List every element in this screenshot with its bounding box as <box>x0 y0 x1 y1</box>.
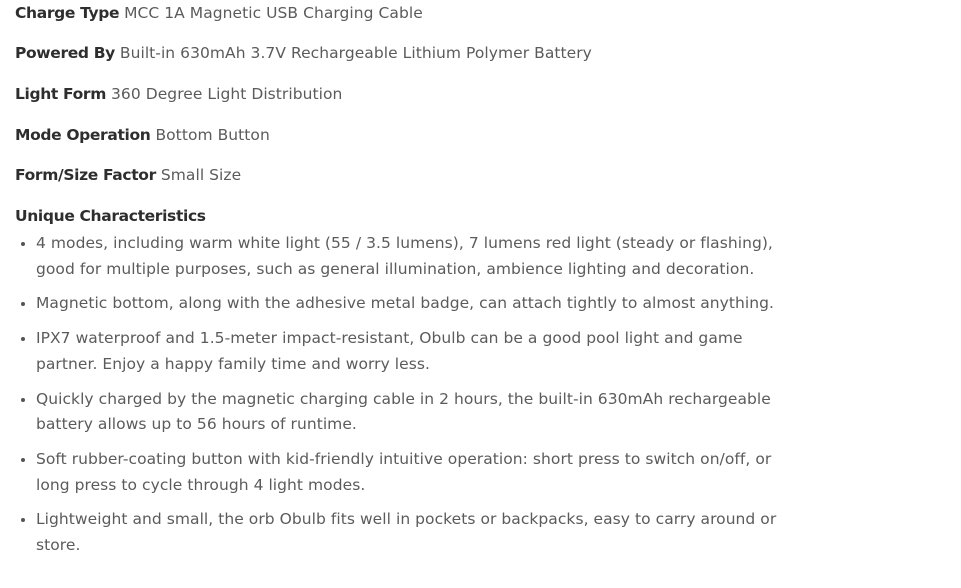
list-item <box>15 507 795 558</box>
spec-powered-by <box>15 43 592 63</box>
spec-value: Small Size <box>160 166 242 184</box>
bullet-icon <box>21 337 25 341</box>
characteristics-list <box>15 231 795 568</box>
spec-label: Mode Operation <box>15 126 151 144</box>
spec-mode-operation <box>15 125 270 145</box>
spec-label: Form/Size Factor <box>15 166 156 184</box>
list-item-text: Lightweight and small, the orb Obulb fits well in pockets or backpacks, easy to carry around or store. <box>36 510 777 554</box>
list-item-text: Quickly charged by the magnetic charging cable in 2 hours, the built-in 630mAh rechargeable battery allows up to 56 hours of runtime. <box>36 389 771 434</box>
spec-label: Light Form <box>15 85 107 103</box>
list-item <box>15 291 795 317</box>
bullet-icon <box>21 458 25 462</box>
spec-charge-type <box>15 3 423 23</box>
bullet-icon <box>21 242 25 246</box>
spec-value: Bottom Button <box>155 126 270 144</box>
spec-value: Built-in 630mAh 3.7V Rechargeable Lithium Polymer Battery <box>119 44 592 62</box>
list-item-text: Soft rubber-coating button with kid-friendly intuitive operation: short press to switch on/off, or long press to cycle through 4 light modes. <box>36 450 772 494</box>
spec-value: MCC 1A Magnetic USB Charging Cable <box>124 4 423 22</box>
unique-characteristics-heading: Unique Characteristics <box>15 207 206 225</box>
spec-light-form <box>15 84 342 104</box>
bullet-icon <box>21 518 25 522</box>
spec-form-size-factor <box>15 165 241 185</box>
spec-value: 360 Degree Light Distribution <box>111 85 343 103</box>
spec-label: Powered By <box>15 44 115 62</box>
spec-label: Charge Type <box>15 4 120 22</box>
list-item <box>15 326 795 377</box>
list-item <box>15 387 795 438</box>
list-item-text: 4 modes, including warm white light (55 / 3.5 lumens), 7 lumens red light (steady or flashing), good for multiple purposes, such as general illumination, ambience lighting and decoration. <box>36 234 773 278</box>
list-item-text: IPX7 waterproof and 1.5-meter impact-resistant, Obulb can be a good pool light and game partner. Enjoy a happy family time and worry less. <box>36 329 743 373</box>
list-item <box>15 447 795 498</box>
list-item <box>15 231 795 282</box>
bullet-icon <box>21 302 25 306</box>
list-item-text: Magnetic bottom, along with the adhesive metal badge, can attach tightly to almost anything. <box>36 294 775 313</box>
bullet-icon <box>21 398 25 402</box>
